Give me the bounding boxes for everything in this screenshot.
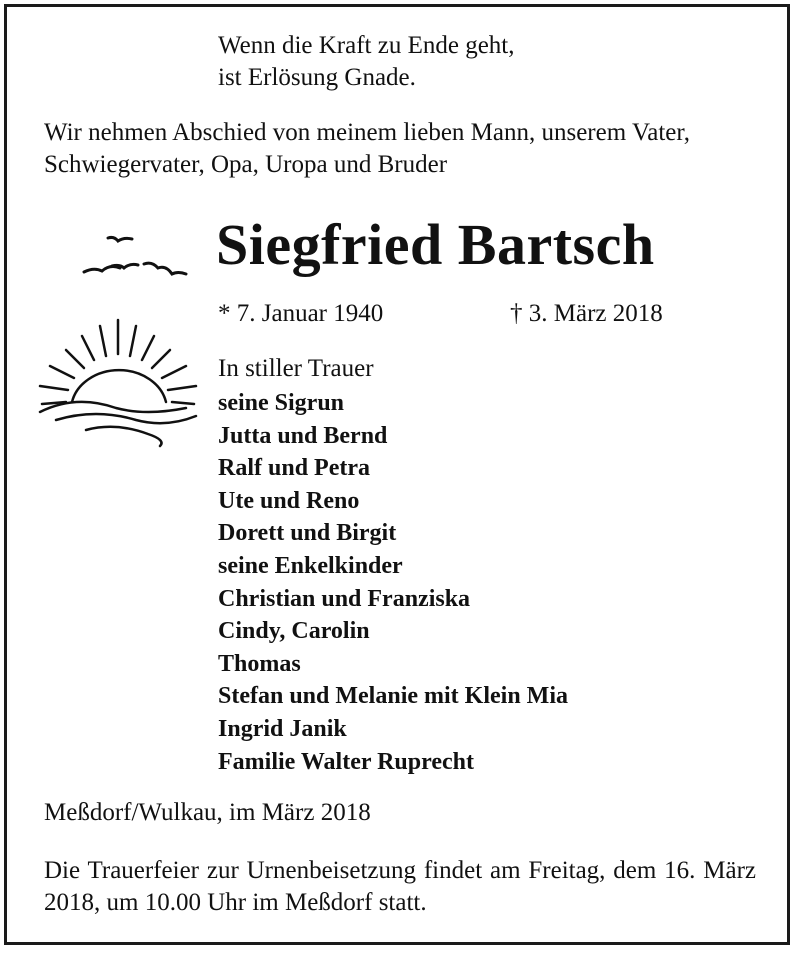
mourner-name: seine Sigrun [218,390,345,416]
motto-line-1: Wenn die Kraft zu Ende geht, [218,32,515,59]
mourner-name: seine Enkelkinder [218,552,403,579]
mourner-name: Ingrid Janik [218,715,347,742]
intro-line-1: Wir nehmen Abschied von meinem lieben Mann, unserem Vater, [44,119,690,146]
mourner-name: Familie Walter Ruprecht [218,748,474,775]
motto [218,30,514,94]
intro-text [44,117,690,181]
mourner-name: Jutta und Bernd [218,422,388,449]
sunset-over-hills-icon [36,316,201,456]
mourner-name: Christian und Franziska [218,585,471,612]
mourner-name: Ute und Reno [218,487,360,514]
mourning-heading: In stiller Trauer [218,355,374,382]
mourner-name: Stefan und Melanie mit Klein Mia [218,683,568,710]
intro-line-2: Schwiegervater, Opa, Uropa und Bruder [44,151,448,178]
funeral-notice: Die Trauerfeier zur Urnenbeisetzung findet am Freitag, dem 16. März 2018, um 10.00 Uhr im Meßdorf statt. [44,857,756,916]
mourner-name: Thomas [218,650,301,677]
birth-date: * 7. Januar 1940 [218,300,384,327]
mourner-name: Dorett und Birgit [218,520,397,547]
place-and-date: Meßdorf/Wulkau, im März 2018 [44,799,371,826]
deceased-name: Siegfried Bartsch [216,212,655,277]
death-date: † 3. März 2018 [510,300,663,327]
flying-birds-icon [82,234,192,284]
mourner-name: Cindy, Carolin [218,618,370,645]
motto-line-2: ist Erlösung Gnade. [218,64,416,91]
mourners-list [218,387,568,778]
mourner-name: Ralf und Petra [218,455,370,482]
